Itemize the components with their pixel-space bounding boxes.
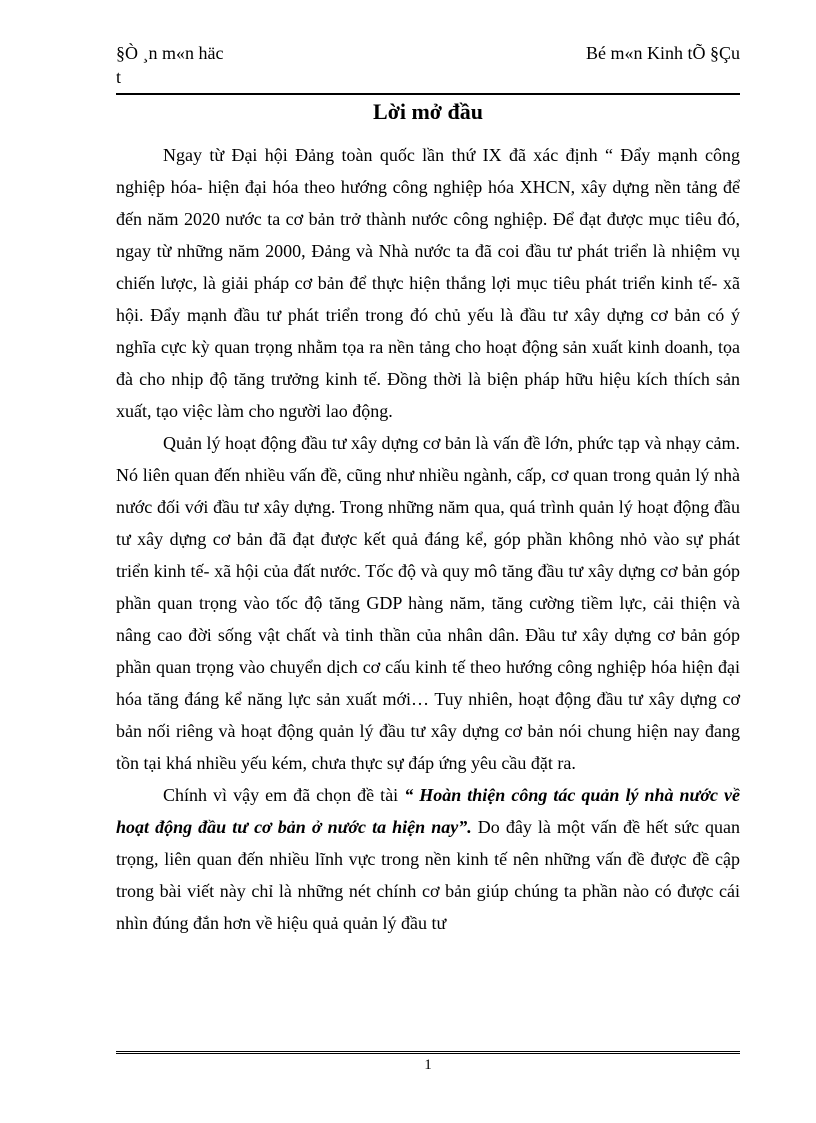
paragraph — [116, 779, 740, 939]
paragraph — [116, 427, 740, 779]
text-run: Chính vì vậy em đã chọn đề tài — [163, 785, 405, 805]
text-run: Ngay từ Đại hội Đảng toàn quốc lần thứ IX đã xác định “ Đẩy mạnh công nghiệp hóa- hiện đại hóa theo hướng công nghiệp hóa XHCN, xây dựng nền tảng để đến năm 2020 nước ta cơ bản trở thành nước công nghiệp. Để đạt được mục tiêu đó, ngay từ những năm 2000, Đảng và Nhà nước ta đã coi đầu tư phát triển là nhiệm vụ chiến lược, là giải pháp cơ bản để thực hiện thắng lợi mục tiêu phát triển kinh tế- xã hội. Đẩy mạnh đầu tư phát triển trong đó chủ yếu là đầu tư xây dựng cơ bản có ý nghĩa cực kỳ quan trọng nhằm tọa ra nền tảng cho hoạt động sản xuất kinh doanh, tọa đà cho nhịp độ tăng trưởng kinh tế. Đồng thời là biện pháp hữu hiệu kích thích sản xuất, tạo việc làm cho người lao động. — [116, 145, 740, 421]
text-run: Do đây là một vấn đề hết sức quan trọng, liên quan đến nhiều lĩnh vực trong nền kinh tế nên những vấn đề được đề cập trong bài viết này chỉ là những nét chính cơ bản giúp chúng ta phần nào có được cái nhìn đúng đắn hơn về hiệu quả quản lý đầu tư — [116, 817, 740, 933]
paragraph — [116, 139, 740, 427]
page-title: Lời mở đầu — [373, 99, 483, 124]
header-right-text: Bé m«n Kinh tÕ §Çu — [585, 43, 740, 63]
text-run: “ Hoàn thiện công tác quản lý nhà nước về hoạt động đầu tư cơ bản ở nước ta hiện nay”. — [116, 785, 740, 837]
page-header-row — [116, 41, 740, 65]
header-left-text: §Ò ¸n m«n häc — [116, 43, 224, 63]
document-body — [116, 139, 740, 939]
header-left-overflow-text: t — [116, 67, 122, 87]
page-footer — [116, 1051, 740, 1074]
page-number: 1 — [424, 1057, 432, 1073]
text-run: Quản lý hoạt động đầu tư xây dựng cơ bản là vấn đề lớn, phức tạp và nhạy cảm. Nó liên quan đến nhiều vấn đề, cũng như nhiều ngành, cấp, cơ quan trong quản lý nhà nước đối với đầu tư xây dựng. Trong những năm qua, quá trình quản lý hoạt động đầu tư xây dựng cơ bản đã đạt được kết quả đáng kể, góp phần không nhỏ vào sự phát triển kinh tế- xã hội của đất nước. Tốc độ và quy mô tăng đầu tư xây dựng cơ bản góp phần quan trọng vào tốc độ tăng GDP hàng năm, tăng cường tiềm lực, cải thiện và nâng cao đời sống vật chất và tinh thần của nhân dân. Đầu tư xây dựng cơ bản góp phần quan trọng vào chuyển dịch cơ cấu kinh tế theo hướng công nghiệp hóa hiện đại hóa tăng đáng kể năng lực sản xuất mới… Tuy nhiên, hoạt động đầu tư xây dựng cơ bản nối riêng và hoạt động quản lý đầu tư xây dựng cơ bản nói chung hiện nay đang tồn tại khá nhiều yếu kém, chưa thực sự đáp ứng yêu cầu đặt ra. — [116, 433, 740, 773]
page-header — [116, 41, 740, 95]
